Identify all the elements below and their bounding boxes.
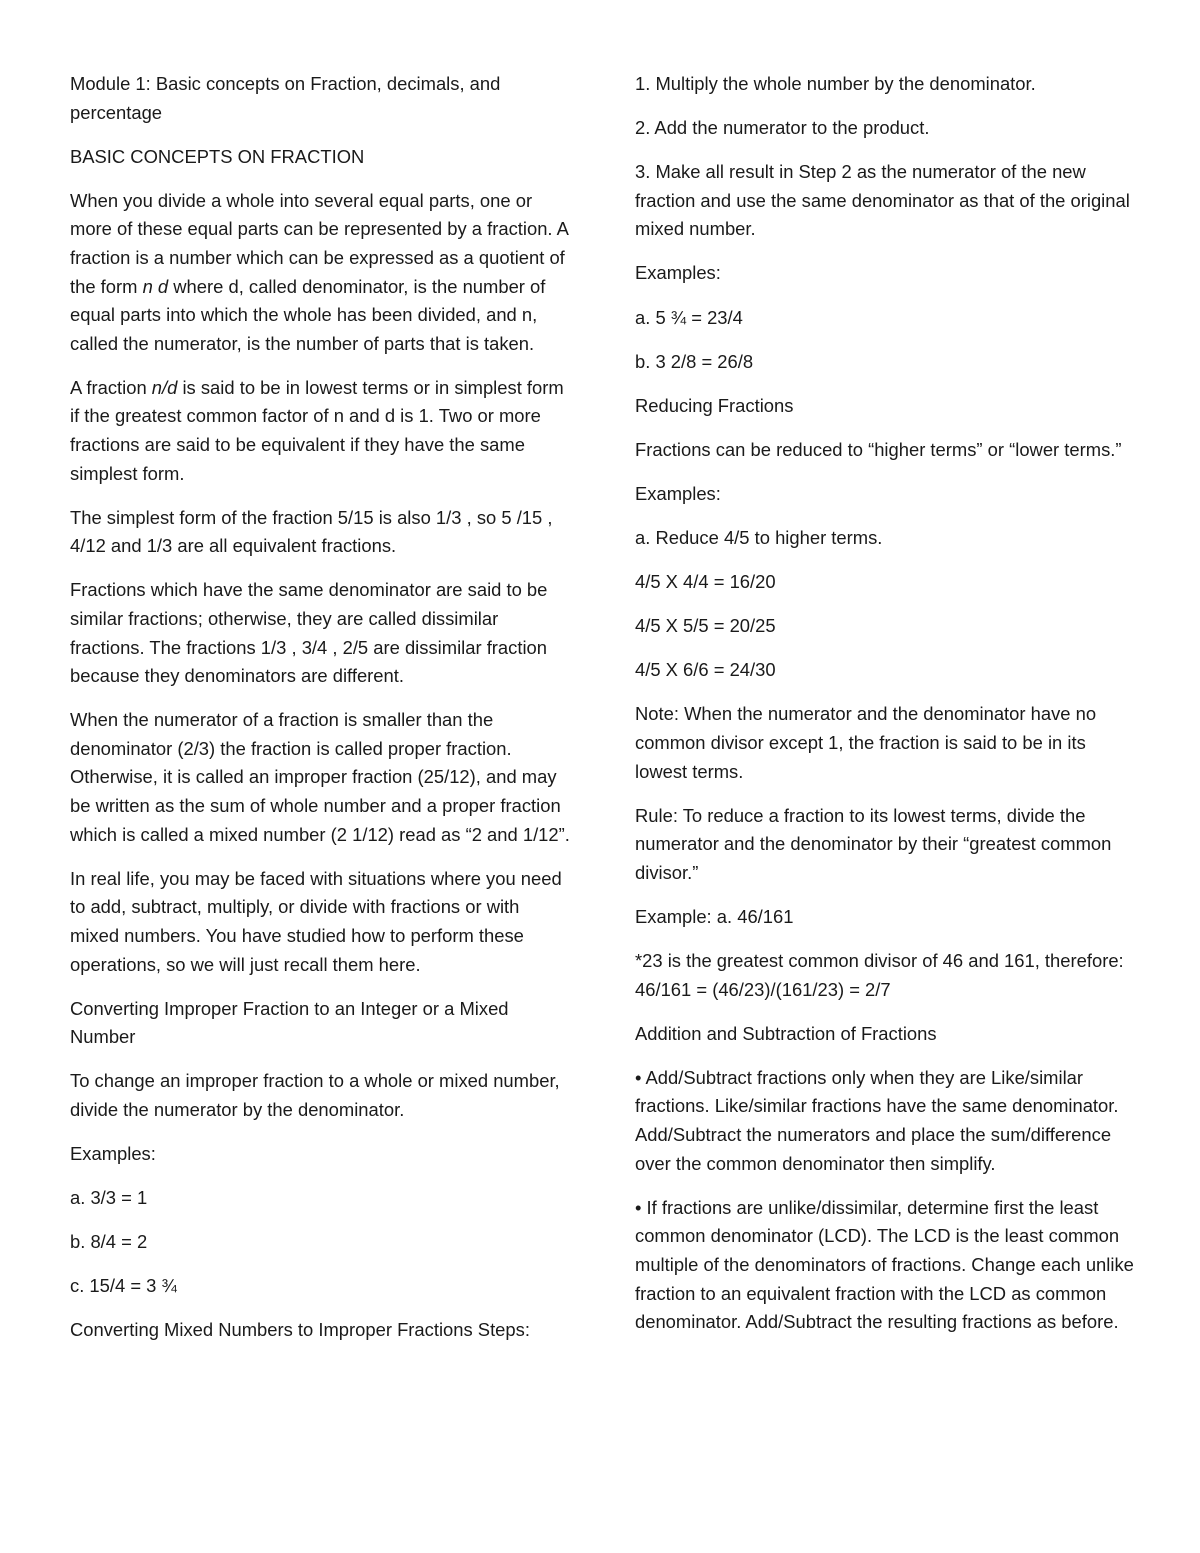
- heading-converting-mixed: Converting Mixed Numbers to Improper Fractions Steps:: [70, 1319, 530, 1341]
- paragraph-gcd-explanation: *23 is the greatest common divisor of 46 and 161, therefore: 46/161 = (46/23)/(161/23) = 2/7: [635, 950, 1124, 1000]
- fraction-form-n-over-d: n/d: [151, 376, 178, 398]
- example-a: a. 5 ¾ = 23/4: [635, 306, 743, 328]
- calculation-line: 4/5 X 5/5 = 20/25: [635, 615, 776, 637]
- paragraph-definition: [70, 187, 570, 359]
- paragraph-similar-fractions: Fractions which have the same denominator are said to be similar fractions; otherwise, they are called dissimilar fractions. The fractions 1/3 , 3/4 , 2/5 are dissimilar fraction because they denominators are different.: [70, 579, 548, 687]
- module-title: Module 1: Basic concepts on Fraction, decimals, and percentage: [70, 73, 501, 123]
- right-column: [635, 70, 1135, 1352]
- paragraph-reducing-intro: Fractions can be reduced to “higher terms” or “lower terms.”: [635, 438, 1122, 460]
- step-1: 1. Multiply the whole number by the denominator.: [635, 73, 1036, 94]
- fraction-form-nd: n d: [142, 275, 169, 297]
- paragraph-simplest-form: The simplest form of the fraction 5/15 is also 1/3 , so 5 /15 , 4/12 and 1/3 are all equivalent fractions.: [70, 506, 553, 557]
- section-heading: BASIC CONCEPTS ON FRACTION: [70, 145, 365, 167]
- example-a: a. 3/3 = 1: [70, 1187, 148, 1209]
- paragraph-definition-part1: When you divide a whole into several equal parts, one or more of these equal parts can be represented by a fraction. A fraction is a number which can be expressed as a quotient of the form: [70, 189, 568, 297]
- left-column: [70, 70, 570, 1360]
- reduce-example-a: a. Reduce 4/5 to higher terms.: [635, 527, 883, 549]
- heading-converting-improper: Converting Improper Fraction to an Integer or a Mixed Number: [70, 997, 509, 1048]
- examples-label: Examples:: [70, 1143, 156, 1164]
- paragraph-lowest-terms-part1: A fraction: [70, 376, 152, 398]
- bullet-unlike-fractions: • If fractions are unlike/dissimilar, determine first the least common denominator (LCD). The LCD is the least common multiple of the denominators of fractions. Change each unlike fraction to an equivalent fraction with the LCD as common denominator. Add/Subtract the resulting fractions as before.: [635, 1196, 1134, 1333]
- paragraph-change-improper: To change an improper fraction to a whole or mixed number, divide the numerator by the denominator.: [70, 1070, 560, 1120]
- paragraph-real-life: In real life, you may be faced with situations where you need to add, subtract, multiply, or divide with fractions or with mixed numbers. You have studied how to perform these operations, so we will just recall them here.: [70, 867, 562, 975]
- paragraph-lowest-terms-part2: is said to be in lowest terms or in simplest form if the greatest common factor of n and d is 1. Two or more fractions are said to be equivalent if they have the same simplest form.: [70, 376, 564, 484]
- paragraph-lowest-terms: [70, 374, 570, 488]
- example-c: c. 15/4 = 3 ¾: [70, 1275, 177, 1297]
- examples-label: Examples:: [635, 262, 721, 284]
- example-gcd: Example: a. 46/161: [635, 905, 794, 927]
- paragraph-definition-part2: where d, called denominator, is the number of equal parts into which the whole has been divided, and n, called the numerator, is the number of parts that is taken.: [70, 275, 546, 354]
- calculation-line: 4/5 X 6/6 = 24/30: [635, 659, 776, 681]
- calculation-line: 4/5 X 4/4 = 16/20: [635, 571, 776, 593]
- examples-label: Examples:: [635, 482, 721, 504]
- heading-reducing-fractions: Reducing Fractions: [635, 394, 794, 416]
- step-3: 3. Make all result in Step 2 as the numerator of the new fraction and use the same denominator as that of the original mixed number.: [635, 161, 1130, 240]
- example-b: b. 8/4 = 2: [70, 1231, 148, 1253]
- paragraph-note: Note: When the numerator and the denominator have no common divisor except 1, the fraction is said to be in its lowest terms.: [635, 703, 1097, 782]
- bullet-like-fractions: • Add/Subtract fractions only when they are Like/similar fractions. Like/similar fractions have the same denominator. Add/Subtract the numerators and place the sum/difference over the common denominator then simplify.: [635, 1066, 1119, 1174]
- paragraph-proper-improper: When the numerator of a fraction is smaller than the denominator (2/3) the fraction is called proper fraction. Otherwise, it is called an improper fraction (25/12), and may be written as the sum of whole number and a proper fraction which is called a mixed number (2 1/12) read as “2 and 1/12”.: [70, 709, 570, 845]
- example-b: b. 3 2/8 = 26/8: [635, 350, 754, 372]
- heading-addition-subtraction: Addition and Subtraction of Fractions: [635, 1022, 937, 1044]
- paragraph-rule: Rule: To reduce a fraction to its lowest terms, divide the numerator and the denominator by their “greatest common divisor.”: [635, 804, 1112, 883]
- step-2: 2. Add the numerator to the product.: [635, 117, 930, 139]
